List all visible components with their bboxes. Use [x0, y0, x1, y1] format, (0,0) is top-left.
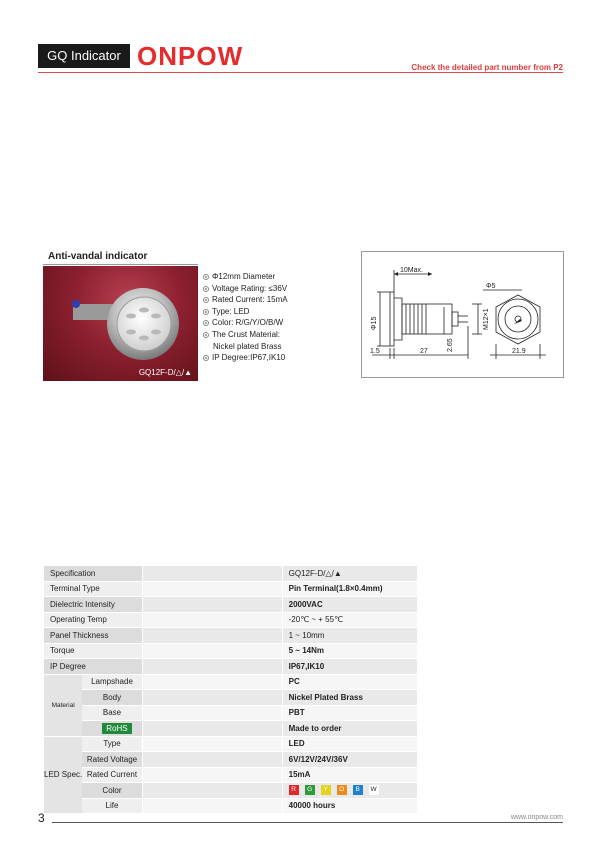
spec-value: LED	[282, 736, 417, 752]
feature-item: Color: R/G/Y/O/B/W	[203, 317, 353, 329]
spec-label: Specification	[44, 566, 142, 581]
bullet-icon	[203, 309, 209, 315]
pin-cap	[72, 300, 80, 308]
table-row	[44, 612, 563, 628]
feature-item: Φ12mm Diameter	[203, 271, 353, 283]
dimension-drawing	[361, 251, 564, 378]
dimension-drawing-svg	[362, 252, 565, 379]
led-group-label: LED Spec.	[44, 736, 82, 814]
footer-divider	[52, 822, 563, 823]
spec-label: Body	[82, 690, 142, 706]
table-row	[44, 674, 563, 690]
photo-caption: GQ12F-D/△/▲	[138, 368, 192, 377]
table-row	[44, 783, 563, 799]
hex-front-outline	[496, 295, 540, 344]
lens-front-outline	[505, 306, 531, 332]
spec-label: IP Degree	[44, 659, 142, 675]
bezel-front-outline	[498, 299, 538, 339]
spec-label: Life	[82, 798, 142, 814]
spec-label: Base	[82, 705, 142, 721]
table-row	[44, 798, 563, 814]
bullet-icon	[203, 286, 209, 292]
section-title: Anti-vandal indicator	[48, 251, 148, 262]
spec-label: Lampshade	[82, 674, 142, 690]
feature-item: The Crust Material:	[203, 329, 353, 341]
spec-label: Type	[82, 736, 142, 752]
spec-label: Rated Voltage	[82, 752, 142, 768]
dim-hex: 21.9	[512, 348, 526, 355]
spec-label: Rated Current	[82, 767, 142, 783]
table-row	[44, 690, 563, 706]
feature-item: Voltage Rating: ≤36V	[203, 283, 353, 295]
spec-label: Color	[82, 783, 142, 799]
dim-thread: M12×1	[483, 308, 490, 330]
dim-gap: 2.65	[447, 338, 454, 352]
bullet-icon	[203, 355, 209, 361]
footer-url[interactable]: www.onpow.com	[510, 814, 563, 821]
table-row	[44, 566, 563, 581]
thread-outline	[402, 304, 452, 334]
dim-max-length: 10Max.	[400, 267, 423, 274]
dim-diameter-5: Φ5	[486, 283, 496, 290]
feature-item: Type: LED	[203, 306, 353, 318]
color-chip-white: W	[370, 786, 377, 794]
hex-nut-outline	[394, 298, 402, 340]
dim-diameter-15: Φ15	[371, 316, 378, 330]
lens-face	[117, 297, 171, 351]
page-number: 3	[38, 811, 45, 825]
base-outline	[452, 312, 458, 326]
bullet-icon	[203, 332, 209, 338]
dim-flange: 1.5	[370, 348, 380, 355]
spec-table	[44, 566, 563, 814]
spec-label: Operating Temp	[44, 612, 142, 628]
spec-value: Nickel Plated Brass	[282, 690, 417, 706]
indicator-product-image	[43, 266, 198, 381]
section-title-underline	[43, 264, 198, 265]
spec-value: GQ12F-D/△/▲	[282, 566, 417, 581]
table-row	[44, 643, 563, 659]
color-chips	[282, 783, 417, 799]
feature-item: Rated Current: 15mA	[203, 294, 353, 306]
spec-value: PBT	[282, 705, 417, 721]
spec-value: Made to order	[282, 721, 417, 737]
dim-body-length: 27	[420, 348, 428, 355]
brand-logo: ONPOW	[137, 41, 244, 71]
table-row	[44, 752, 563, 768]
product-photo	[43, 266, 198, 381]
bullet-icon	[203, 320, 209, 326]
spec-label: Terminal Type	[44, 581, 142, 597]
color-chip-yellow: Y	[321, 785, 331, 795]
header-divider	[38, 72, 563, 73]
flange-outline	[390, 292, 394, 346]
table-row	[44, 628, 563, 644]
spec-value: 40000 hours	[282, 798, 417, 814]
spec-value: 2000VAC	[282, 597, 417, 613]
rohs-badge: RoHS	[102, 723, 131, 734]
feature-list	[203, 271, 353, 364]
series-tag: GQ Indicator	[38, 44, 130, 68]
color-chip-green: G	[305, 785, 315, 795]
bullet-icon	[203, 274, 209, 280]
feature-item: IP Degree:IP67,IK10	[203, 352, 353, 364]
spec-label: Torque	[44, 643, 142, 659]
spec-value: 6V/12V/24V/36V	[282, 752, 417, 768]
spec-value: 5 ~ 14Nm	[282, 643, 417, 659]
table-row	[44, 659, 563, 675]
table-row	[44, 581, 563, 597]
spec-value: IP67,IK10	[282, 659, 417, 675]
spec-label: Panel Thickness	[44, 628, 142, 644]
spec-value: 15mA	[282, 767, 417, 783]
color-chip-blue: B	[353, 785, 363, 795]
spec-value: 1 ~ 10mm	[282, 628, 417, 644]
table-row	[44, 736, 563, 752]
material-group-label: Material	[44, 674, 82, 736]
table-row	[44, 705, 563, 721]
spec-value: Pin Terminal(1.8×0.4mm)	[282, 581, 417, 597]
color-chip-orange: O	[337, 785, 347, 795]
color-chip-red: R	[289, 785, 299, 795]
spec-label: Dielectric Intensity	[44, 597, 142, 613]
bullet-icon	[203, 297, 209, 303]
spec-value: PC	[282, 674, 417, 690]
header-note: Check the detailed part number from P2	[411, 63, 563, 72]
table-row	[44, 597, 563, 613]
table-row	[44, 721, 563, 737]
table-row	[44, 767, 563, 783]
feature-item: Nickel plated Brass	[213, 341, 282, 351]
spec-value: -20℃ ~ + 55℃	[282, 612, 417, 628]
